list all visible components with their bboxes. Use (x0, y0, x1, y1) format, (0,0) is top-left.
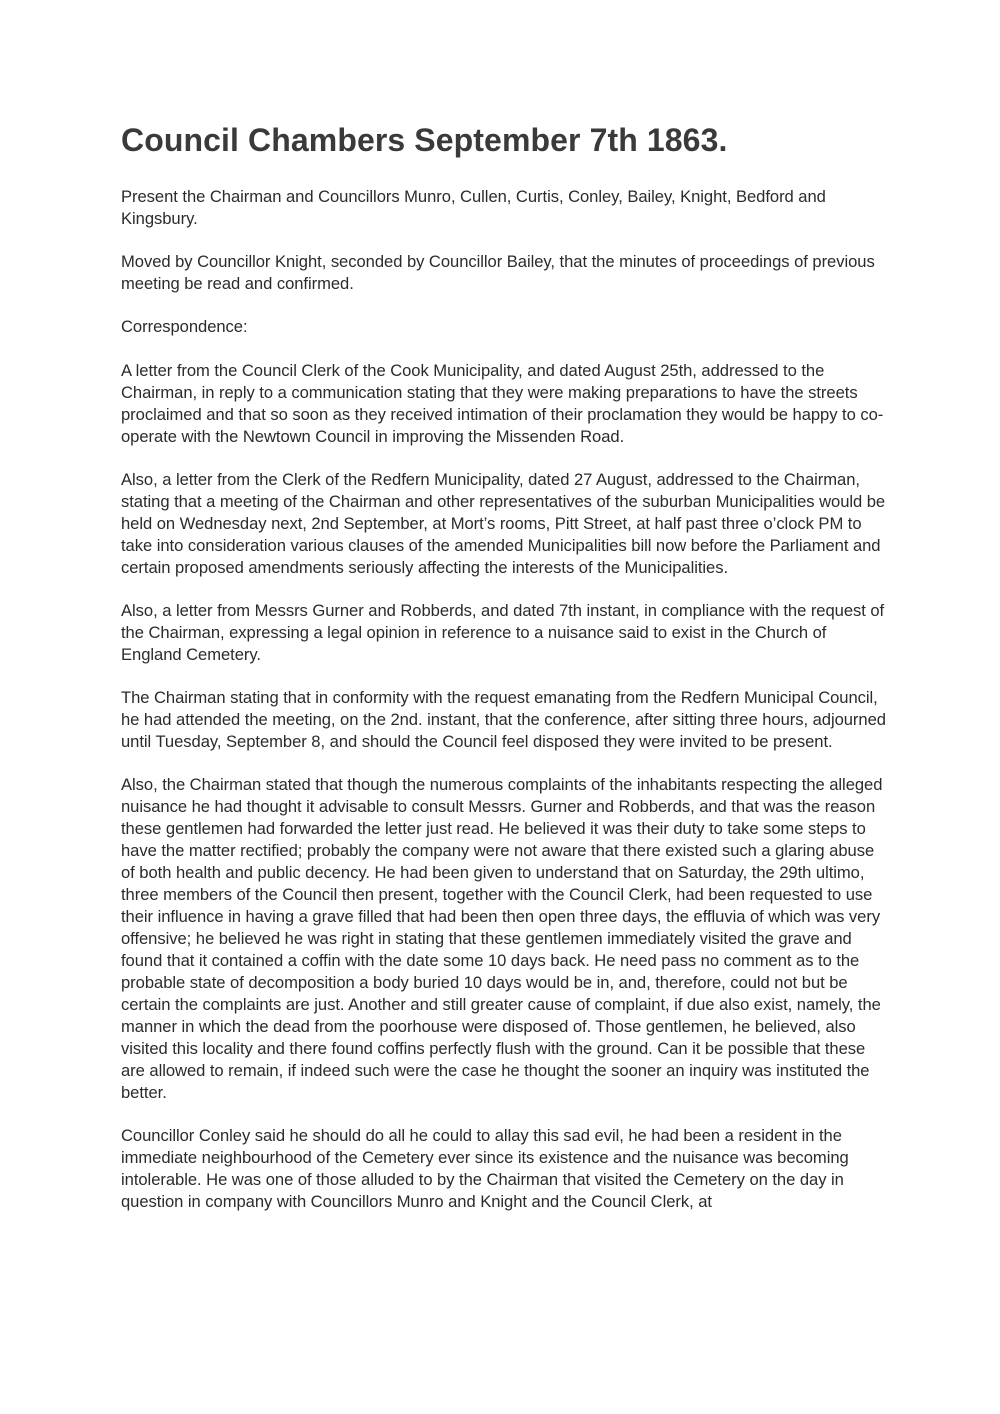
document-page (121, 120, 886, 1234)
paragraph-cook-municipality-letter: A letter from the Council Clerk of the Cook Municipality, and dated August 25th, addressed to the Chairman, in reply to a communication stating that they were making preparations to have the streets proclaimed and that so soon as they received intimation of their proclamation they would be happy to co-operate with the Newtown Council in improving the Missenden Road. (121, 361, 884, 446)
paragraph-attendance: Present the Chairman and Councillors Munro, Cullen, Curtis, Conley, Bailey, Knight, Bedford and Kingsbury. (121, 187, 826, 228)
paragraph-redfern-municipality-letter: Also, a letter from the Clerk of the Redfern Municipality, dated 27 August, addressed to the Chairman, stating that a meeting of the Chairman and other representatives of the suburban Municipalities would be held on Wednesday next, 2nd September, at Mort’s rooms, Pitt Street, at half past three o’clock PM to take into consideration various clauses of the amended Municipalities bill now before the Parliament and certain proposed amendments seriously affecting the interests of the Municipalities. (121, 470, 886, 577)
page-title: Council Chambers September 7th 1863. (121, 122, 728, 158)
paragraph-chairman-conference: The Chairman stating that in conformity with the request emanating from the Redfern Municipal Council, he had attended the meeting, on the 2nd. instant, that the conference, after sitting three hours, adjourned until Tuesday, September 8, and should the Council feel disposed they were invited to be present. (121, 688, 886, 751)
paragraph-gurner-robberds-letter: Also, a letter from Messrs Gurner and Robberds, and dated 7th instant, in compliance with the request of the Chairman, expressing a legal opinion in reference to a nuisance said to exist in the Church of England Cemetery. (121, 601, 885, 664)
paragraph-correspondence-heading: Correspondence: (121, 317, 248, 336)
paragraph-motion-minutes: Moved by Councillor Knight, seconded by Councillor Bailey, that the minutes of proceedings of previous meeting be read and confirmed. (121, 252, 875, 293)
paragraph-chairman-nuisance: Also, the Chairman stated that though the numerous complaints of the inhabitants respecting the alleged nuisance he had thought it advisable to consult Messrs. Gurner and Robberds, and that was the reason these gentlemen had forwarded the letter just read. He believed it was their duty to take some steps to have the matter rectified; probably the company were not aware that there existed such a glaring abuse of both health and public decency. He had been given to understand that on Saturday, the 29th ultimo, three members of the Council then present, together with the Council Clerk, had been requested to use their influence in having a grave filled that had been then open three days, the effluvia of which was very offensive; he believed he was right in stating that these gentlemen immediately visited the grave and found that it contained a coffin with the date some 10 days back. He need pass no comment as to the probable state of decomposition a body buried 10 days would be in, and, therefore, could not but be certain the complaints are just. Another and still greater cause of complaint, if due also exist, namely, the manner in which the dead from the poorhouse were disposed of. Those gentlemen, he believed, also visited this locality and there found coffins perfectly flush with the ground. Can it be possible that these are allowed to remain, if indeed such were the case he thought the sooner an inquiry was instituted the better. (121, 775, 883, 1102)
paragraph-councillor-conley: Councillor Conley said he should do all he could to allay this sad evil, he had been a resident in the immediate neighbourhood of the Cemetery ever since its existence and the nuisance was becoming intolerable. He was one of those alluded to by the Chairman that visited the Cemetery on the day in question in company with Councillors Munro and Knight and the Council Clerk, at (121, 1126, 849, 1211)
